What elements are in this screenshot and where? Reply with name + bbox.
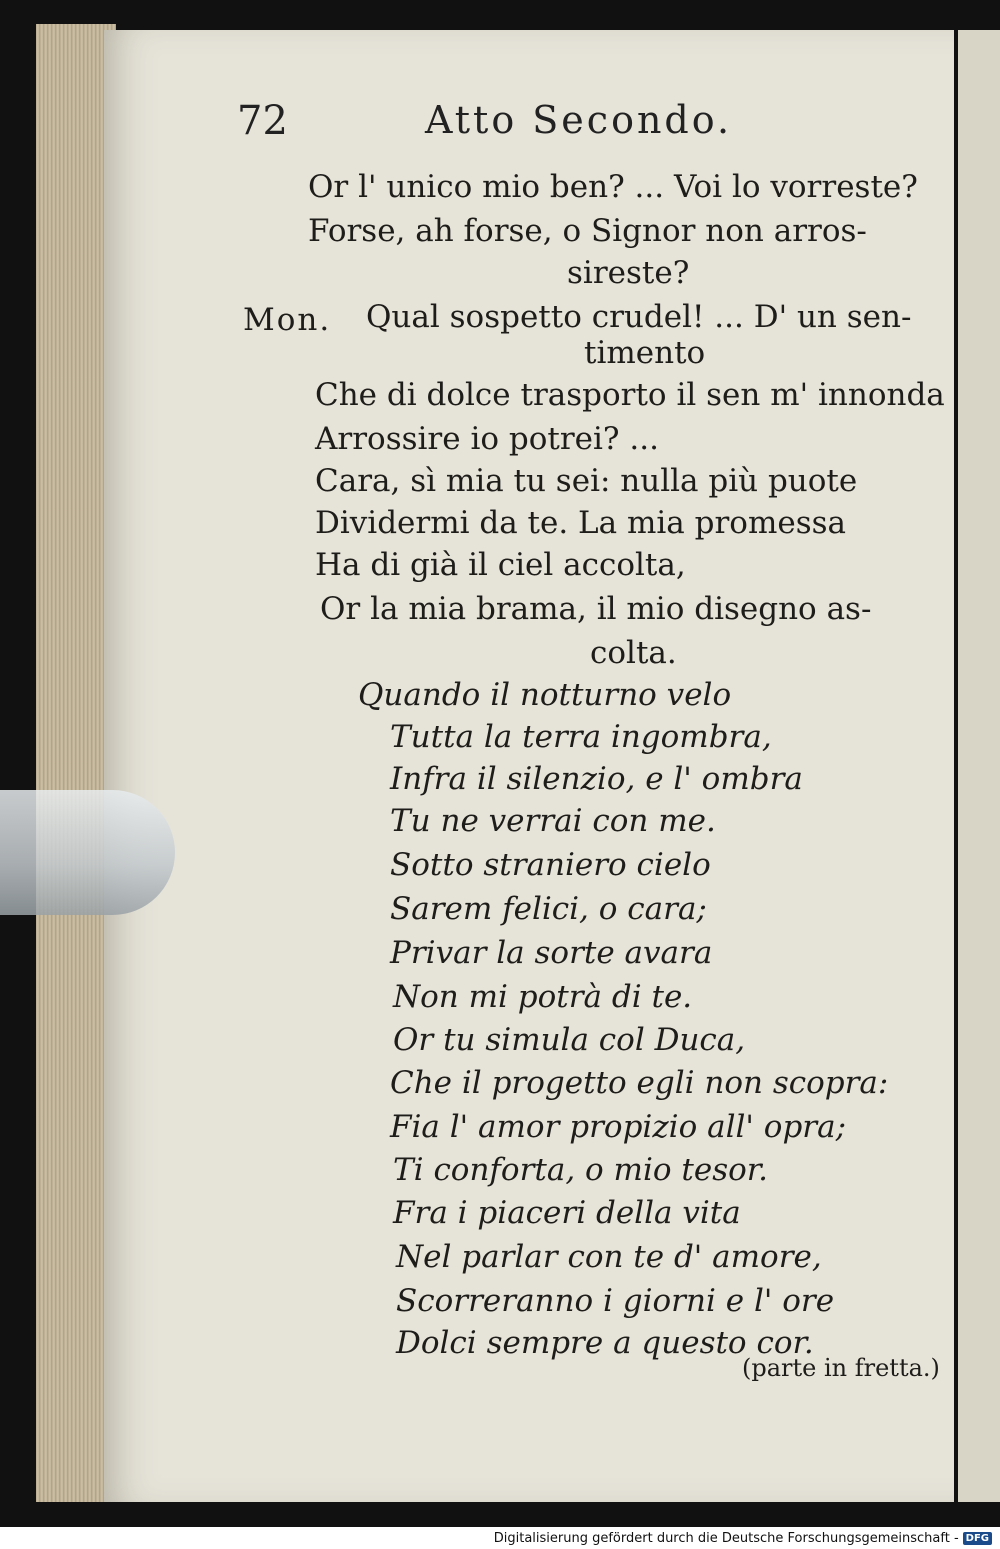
aria-line: Or tu simula col Duca, bbox=[393, 1022, 746, 1058]
aria-line: Tutta la terra ingombra, bbox=[390, 719, 772, 755]
speaker-label: Mon. bbox=[243, 302, 332, 338]
facing-page-edge bbox=[958, 30, 1000, 1502]
verse-line: colta. bbox=[590, 635, 677, 671]
aria-line: Quando il notturno velo bbox=[358, 677, 732, 713]
credit-text: Digitalisierung gefördert durch die Deutsche Forschungsgemeinschaft - bbox=[493, 1531, 959, 1546]
aria-line: Nel parlar con te d' amore, bbox=[396, 1239, 822, 1275]
dfg-logo: DFG bbox=[963, 1532, 992, 1545]
running-head: Atto Secondo. bbox=[425, 98, 733, 142]
aria-line: Infra il silenzio, e l' ombra bbox=[390, 761, 803, 797]
verse-line: timento bbox=[584, 335, 706, 371]
verse-line: Or l' unico mio ben? ... Voi lo vorreste? bbox=[308, 169, 918, 205]
aria-line: Fia l' amor propizio all' opra; bbox=[390, 1109, 847, 1145]
stage-direction: (parte in fretta.) bbox=[742, 1354, 940, 1382]
aria-line: Ti conforta, o mio tesor. bbox=[393, 1152, 769, 1188]
page-clip bbox=[0, 790, 175, 915]
aria-line: Dolci sempre a questo cor. bbox=[396, 1325, 814, 1361]
aria-line: Fra i piaceri della vita bbox=[393, 1195, 741, 1231]
page-number: 72 bbox=[237, 98, 288, 144]
aria-line: Scorreranno i giorni e l' ore bbox=[396, 1283, 835, 1319]
aria-line: Tu ne verrai con me. bbox=[390, 803, 716, 839]
verse-line: sireste? bbox=[567, 255, 690, 291]
verse-line: Qual sospetto crudel! ... D' un sen- bbox=[366, 299, 912, 335]
verse-line: Cara, sì mia tu sei: nulla più puote bbox=[315, 463, 858, 499]
verse-line: Forse, ah forse, o Signor non arros- bbox=[308, 213, 867, 249]
verse-line: Ha di già il ciel accolta, bbox=[315, 547, 686, 583]
aria-line: Non mi potrà di te. bbox=[393, 979, 693, 1015]
aria-line: Privar la sorte avara bbox=[390, 935, 713, 971]
verse-line: Che di dolce trasporto il sen m' innonda bbox=[315, 377, 945, 413]
aria-line: Sotto straniero cielo bbox=[390, 847, 711, 883]
verse-line: Or la mia brama, il mio disegno as- bbox=[320, 591, 872, 627]
aria-line: Che il progetto egli non scopra: bbox=[390, 1065, 889, 1101]
verse-line: Arrossire io potrei? ... bbox=[315, 421, 659, 457]
digitization-credit bbox=[494, 1531, 992, 1546]
verse-line: Dividermi da te. La mia promessa bbox=[315, 505, 846, 541]
aria-line: Sarem felici, o cara; bbox=[390, 891, 707, 927]
